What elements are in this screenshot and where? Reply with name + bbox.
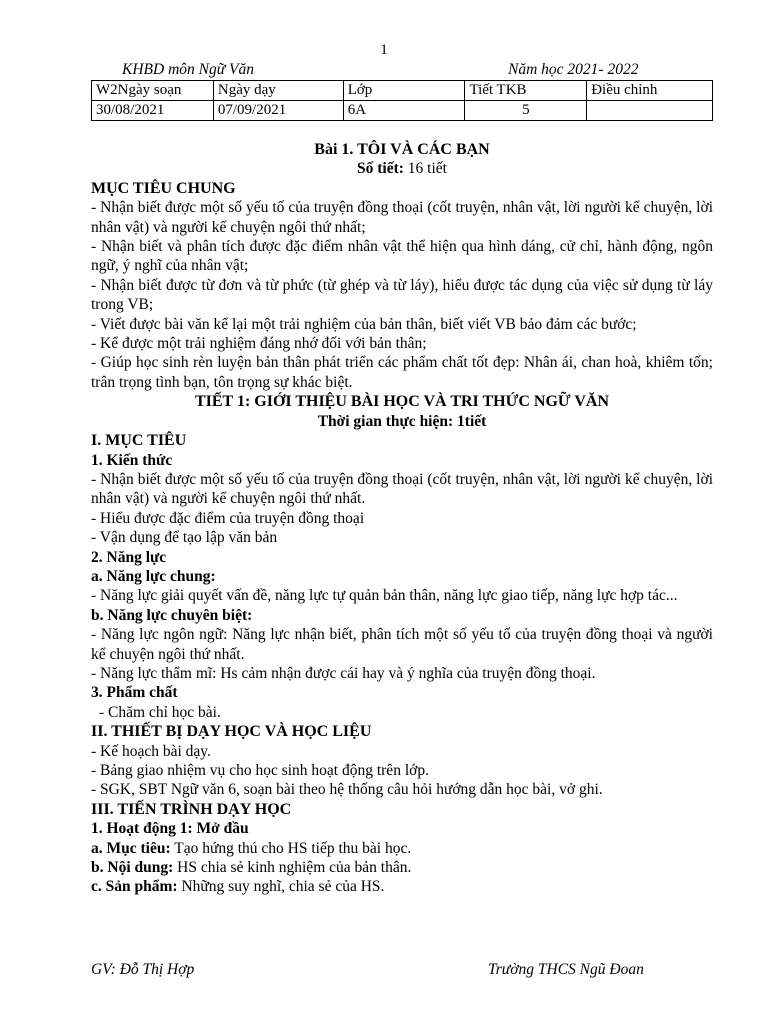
general-goals-heading: MỤC TIÊU CHUNG xyxy=(91,179,236,197)
table-header-period: Tiết TKB xyxy=(465,81,587,101)
lesson-periods-value: 16 tiết xyxy=(403,160,447,178)
footer-teacher: GV: Đỗ Thị Hợp xyxy=(91,961,195,978)
activity-goal-label: a. Mục tiêu: xyxy=(91,839,171,857)
lesson-periods xyxy=(91,159,713,178)
lesson-meta-table xyxy=(91,80,713,121)
subheading-competence: 2. Năng lực xyxy=(91,548,167,566)
period-duration: Thời gian thực hiện: 1tiết xyxy=(317,412,487,430)
subheading-knowledge: 1. Kiến thức xyxy=(91,451,173,469)
activity-content xyxy=(91,858,713,877)
list-item: - Giúp học sinh rèn luyện bản thân phát triển các phẩm chất tốt đẹp: Nhân ái, chan hoà, khiêm tốn; trân trọng tình bạn, tôn trọng sự khác biệt. xyxy=(91,354,713,391)
table-header-teach-date: Ngày dạy xyxy=(213,81,343,101)
activity-content-label: b. Nội dung: xyxy=(91,859,174,877)
list-item: - Bảng giao nhiệm vụ cho học sinh hoạt động trên lớp. xyxy=(91,762,429,779)
lesson-periods-label: Số tiết: xyxy=(357,160,404,178)
activity-goal xyxy=(91,839,713,858)
period-title: TIẾT 1: GIỚI THIỆU BÀI HỌC VÀ TRI THỨC NGỮ VĂN xyxy=(194,393,609,411)
activity-product-text: Những suy nghĩ, chia sẻ của HS. xyxy=(177,878,385,896)
subheading-activity-1: 1. Hoạt động 1: Mở đầu xyxy=(91,820,249,838)
list-item: - Nhận biết được từ đơn và từ phức (từ ghép và từ láy), hiểu được tác dụng của việc sử dụng từ láy trong VB; xyxy=(91,276,713,314)
list-item: - Năng lực giải quyết vấn đề, năng lực tự quản bản thân, năng lực giao tiếp, năng lực hợp tác... xyxy=(91,587,678,605)
list-item: - Kế hoạch bài dạy. xyxy=(91,742,211,760)
subheading-general-competence: a. Năng lực chung: xyxy=(91,567,216,585)
table-row xyxy=(92,81,713,101)
lesson-title: Bài 1. TÔI VÀ CÁC BẠN xyxy=(314,141,490,158)
table-cell-adjustment xyxy=(587,101,713,121)
list-item: - Nhận biết được một số yếu tố của truyện đồng thoại (cốt truyện, nhân vật, lời người kể chuyện, lời nhân vật) và người kể chuyện ngôi thứ nhất; xyxy=(91,199,713,236)
list-item: - Năng lực thẩm mĩ: Hs cảm nhận được cái hay và ý nghĩa của truyện đồng thoại. xyxy=(91,664,596,682)
activity-product xyxy=(91,877,713,896)
subheading-specific-competence: b. Năng lực chuyên biệt: xyxy=(91,606,253,624)
table-header-adjustment: Điều chỉnh xyxy=(587,81,713,101)
list-item: - Nhận biết và phân tích được đặc điểm nhân vật thể hiện qua hình dáng, cử chỉ, hành động, ngôn ngữ, ý nghĩ của nhân vật; xyxy=(91,238,713,275)
table-header-prepare-date: W2Ngày soạn xyxy=(92,81,214,101)
footer-school: Trường THCS Ngũ Đoan xyxy=(488,961,644,978)
list-item: - Nhận biết được một số yếu tố của truyện đồng thoại (cốt truyện, nhân vật, lời người kể chuyện, lời nhân vật) và người kể chuyện ngôi thứ nhất. xyxy=(91,470,713,508)
list-item: - Hiểu được đặc điểm của truyện đồng thoại xyxy=(91,509,365,527)
table-cell-class: 6A xyxy=(343,101,465,121)
table-row xyxy=(92,101,713,121)
table-cell-teach-date: 07/09/2021 xyxy=(213,101,343,121)
header-subject: KHBD môn Ngữ Văn xyxy=(122,61,255,78)
activity-goal-text: Tạo hứng thú cho HS tiếp thu bài học. xyxy=(170,839,412,857)
section-heading-goals: I. MỤC TIÊU xyxy=(91,432,187,450)
list-item: - Viết được bài văn kể lại một trải nghiệm của bản thân, biết viết VB bảo đảm các bước; xyxy=(91,315,637,333)
table-cell-period: 5 xyxy=(465,101,587,121)
activity-product-label: c. Sản phẩm: xyxy=(91,878,178,896)
list-item: - Năng lực ngôn ngữ: Năng lực nhận biết, phân tích một số yếu tố của truyện đồng thoại và người kể chuyện ngôi thứ nhất. xyxy=(91,626,713,663)
table-cell-prepare-date: 30/08/2021 xyxy=(92,101,214,121)
list-item: - Chăm chỉ học bài. xyxy=(99,703,221,721)
header-school-year: Năm học 2021- 2022 xyxy=(508,61,639,78)
list-item: - SGK, SBT Ngữ văn 6, soạn bài theo hệ thống câu hỏi hướng dẫn học bài, vở ghi. xyxy=(91,781,603,799)
list-item: - Vận dụng để tạo lập văn bản xyxy=(91,529,278,547)
table-header-class: Lớp xyxy=(343,81,465,101)
activity-content-text: HS chia sẻ kinh nghiệm của bản thân. xyxy=(173,859,412,877)
page-number: 1 xyxy=(380,42,388,58)
document-body xyxy=(91,140,713,897)
list-item: - Kể được một trải nghiệm đáng nhớ đối với bản thân; xyxy=(91,335,427,353)
section-heading-process: III. TIẾN TRÌNH DẠY HỌC xyxy=(91,800,292,818)
section-heading-equipment: II. THIẾT BỊ DẠY HỌC VÀ HỌC LIỆU xyxy=(91,723,372,741)
subheading-quality: 3. Phẩm chất xyxy=(91,684,178,702)
